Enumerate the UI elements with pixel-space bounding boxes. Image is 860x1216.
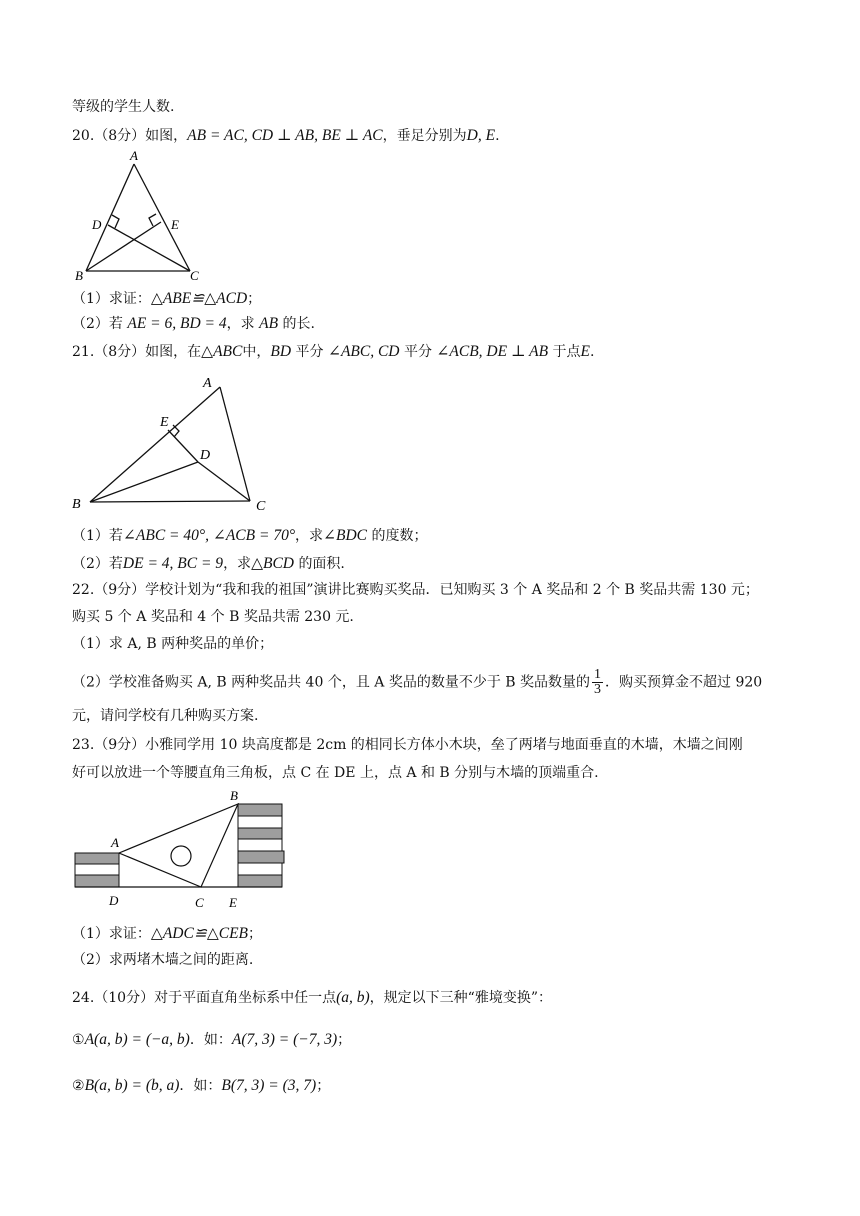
q21-part2 (72, 554, 345, 574)
q22-line1 (72, 580, 759, 600)
text: 22.（9分）学校计划为“我和我的祖国”演讲比赛购买奖品．已知购买 3 个 A 奖品和 2 个 B 奖品共需 130 元； (72, 582, 759, 598)
text: （1）若 (72, 528, 123, 544)
text: ； (247, 291, 262, 307)
text: 平分 (295, 344, 324, 360)
q21-figure (70, 370, 280, 515)
label-b: B (230, 788, 238, 803)
q21-stem (72, 342, 594, 362)
text: （1）求证： (72, 291, 151, 307)
q22-part2 (72, 668, 762, 697)
math: AB = AC, CD ⊥ AB, BE ⊥ AC (187, 127, 383, 144)
label-e: E (171, 217, 179, 232)
label-e: E (229, 895, 237, 910)
q21-part1 (72, 526, 427, 546)
text: ； (248, 926, 263, 942)
text: （2）若 (72, 556, 123, 572)
math: (a, b) (336, 989, 370, 1006)
text: 的度数； (371, 528, 428, 544)
text: ； (337, 1032, 352, 1048)
math: DE = 4, BC = 9 (122, 555, 224, 572)
text: 好可以放进一个等腰直角三角板，点 C 在 DE 上，点 A 和 B 分别与木墙的顶端重合. (72, 765, 599, 781)
text: 24.（10分）对于平面直角坐标系中任一点 (72, 990, 337, 1006)
text: ，垂足分别为 (382, 128, 467, 144)
math: AE = 6, BD = 4 (127, 315, 227, 332)
q24-stem (72, 988, 552, 1008)
text: 平分 (403, 344, 432, 360)
math: △BCD (251, 555, 294, 572)
label-d: D (200, 448, 211, 463)
text: ，求 (226, 316, 255, 332)
q23-part2 (72, 950, 253, 970)
label-c: C (190, 268, 199, 283)
math: ∠ACB, DE ⊥ AB (436, 343, 549, 360)
q24-rule1 (72, 1030, 351, 1050)
math: D, E (466, 127, 496, 144)
text: （2）求两堵木墙之间的距离. (72, 952, 254, 968)
text: 21.（8分）如图，在 (72, 344, 202, 360)
label-d: D (92, 217, 102, 232)
text: （2）学校准备购买 A, B 两种奖品共 40 个，且 A 奖品的数量不少于 B 奖品数量的 (72, 674, 591, 691)
math: AB (259, 315, 279, 332)
text: ，求 (223, 556, 252, 572)
text: （2）若 (72, 316, 123, 332)
q20-part2 (72, 314, 315, 334)
q23-line1 (72, 735, 743, 755)
label-c: C (195, 895, 204, 910)
math: B(a, b) = (b, a) (84, 1077, 180, 1094)
math: ∠ABC = 40°, ∠ACB = 70° (122, 527, 296, 544)
q23-line2 (72, 763, 599, 783)
text: 的面积. (298, 556, 345, 572)
q24-rule2 (72, 1076, 330, 1096)
q22-line2 (72, 607, 354, 627)
line-0 (72, 97, 174, 117)
text: ，求 (295, 528, 324, 544)
q20-stem (72, 126, 500, 146)
text: 于点 (552, 344, 581, 360)
label-a: A (111, 835, 119, 850)
q22-part1 (72, 634, 273, 654)
text: ② (72, 1078, 85, 1094)
text: 购买 5 个 A 奖品和 4 个 B 奖品共需 230 元. (72, 609, 354, 625)
label-d: D (109, 893, 119, 908)
text: 20.（8分）如图， (72, 128, 188, 144)
text: ① (72, 1032, 85, 1048)
label-e: E (160, 415, 169, 430)
text: ，规定以下三种“雅境变换”： (369, 990, 552, 1006)
text: . (495, 128, 500, 144)
text: ．购买预算金不超过 920 (605, 674, 763, 691)
numerator: 1 (594, 667, 602, 682)
text: （1）求 A, B 两种奖品的单价； (72, 636, 274, 652)
label-b: B (72, 497, 81, 512)
denominator: 3 (594, 682, 602, 697)
label-b: B (75, 268, 83, 283)
text: 23.（9分）小雅同学用 10 块高度都是 2cm 的相同长方体小木块，垒了两堵与地面垂直的木墙，木墙之间刚 (72, 737, 743, 753)
math: A(7, 3) = (−7, 3) (231, 1031, 338, 1048)
math: ∠BDC (323, 527, 368, 544)
text: ．如： (189, 1032, 232, 1048)
math: E (580, 343, 590, 360)
math: B(7, 3) = (3, 7) (221, 1077, 317, 1094)
q20-figure (70, 150, 210, 285)
q23-figure (70, 787, 290, 915)
text: 中， (242, 344, 271, 360)
label-a: A (130, 150, 138, 163)
fraction (592, 668, 603, 697)
math: △ABC (201, 343, 243, 360)
label-a: A (203, 376, 212, 391)
q22-part2-cont (72, 706, 258, 726)
math: ∠ABC, CD (327, 343, 400, 360)
math: △ABE≌△ACD (150, 290, 248, 307)
label-c: C (256, 499, 266, 514)
math: A(a, b) = (−a, b) (84, 1031, 190, 1048)
text: 元，请问学校有几种购买方案. (72, 708, 259, 724)
text: ．如： (179, 1078, 222, 1094)
q20-part1 (72, 289, 261, 309)
text: 的长. (282, 316, 315, 332)
math: BD (270, 343, 292, 360)
q23-part1 (72, 924, 262, 944)
text: . (589, 344, 595, 360)
text: （1）求证： (72, 926, 151, 942)
math: △ADC≌△CEB (150, 925, 249, 942)
text: ； (316, 1078, 331, 1094)
text: 等级的学生人数. (72, 99, 175, 115)
